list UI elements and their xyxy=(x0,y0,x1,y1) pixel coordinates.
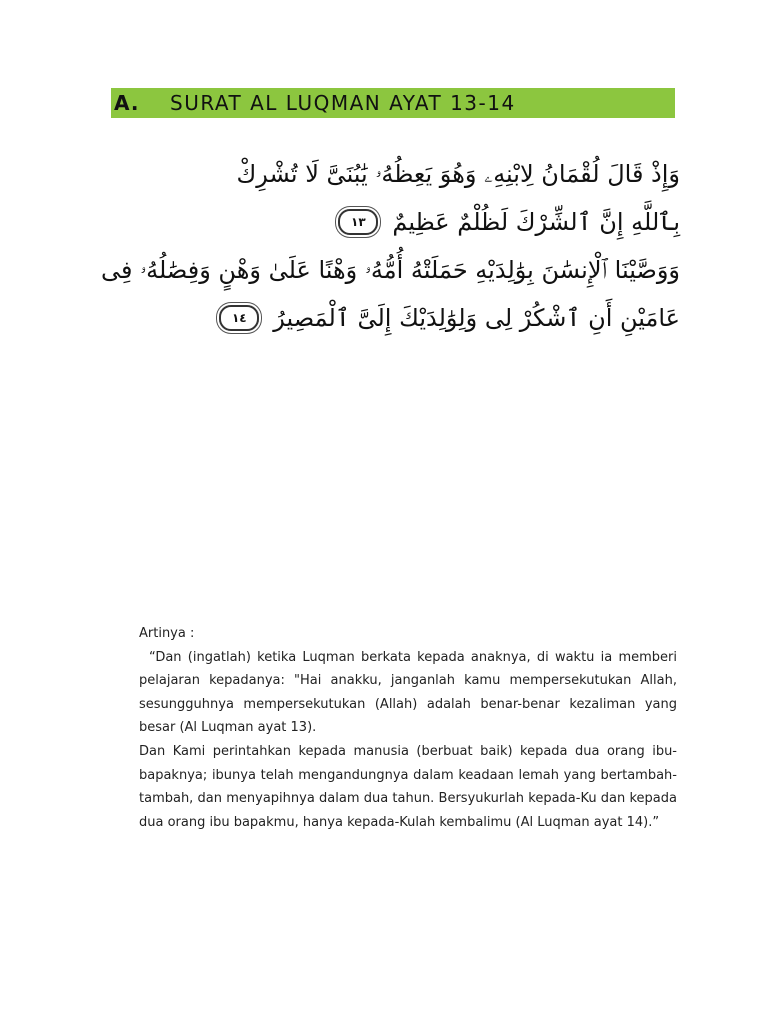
translation-label: Artinya : xyxy=(139,626,195,641)
section-title: SURAT AL LUQMAN AYAT 13-14 xyxy=(170,91,516,115)
arabic-line-2-text: بِٱللَّهِ إِنَّ ٱلشِّرْكَ لَظُلْمٌ عَظِيمٌ xyxy=(392,208,680,236)
arabic-line-3-text: وَوَصَّيْنَا ٱلْإِنسَٰنَ بِوَٰلِدَيْهِ حَمَلَتْهُ أُمُّهُۥ وَهْنًا عَلَىٰ وَهْنٍ وَفِصَٰلُهُۥ فِى xyxy=(101,256,680,284)
translation-paragraph-2: Dan Kami perintahkan kepada manusia (berbuat baik) kepada dua orang ibu-bapaknya; ibunya telah mengandungnya dalam keadaan lemah yang bertambah-tambah, dan menyapihnya dalam dua tahun. Bersyukurlah kepada-Ku dan kepada dua orang ibu bapakmu, hanya kepada-Kulah kembalimu (Al Luqman ayat 14).” xyxy=(139,743,677,830)
arabic-line-1 xyxy=(140,150,680,198)
ayah-number-13-icon: ١٣ xyxy=(338,209,378,235)
arabic-line-1-text: وَإِذْ قَالَ لُقْمَانُ لِابْنِهِۦ وَهُوَ يَعِظُهُۥ يَٰبُنَىَّ لَا تُشْرِكْ xyxy=(236,160,680,188)
section-letter: A. xyxy=(114,91,140,115)
translation-paragraph-1: “Dan (ingatlah) ketika Luqman berkata kepada anaknya, di waktu ia memberi pelajaran kepadanya: "Hai anakku, janganlah kamu mempersekutukan Allah, sesungguhnya mempersekutukan (Allah) adalah benar-benar kezaliman yang besar (Al Luqman ayat 13). xyxy=(139,649,677,736)
arabic-line-4 xyxy=(140,294,680,342)
section-heading-bar xyxy=(111,88,675,118)
arabic-verse-block xyxy=(101,150,680,342)
translation-block xyxy=(139,622,677,834)
arabic-line-3 xyxy=(101,246,680,294)
arabic-line-2 xyxy=(140,198,680,246)
arabic-line-4-text: عَامَيْنِ أَنِ ٱشْكُرْ لِى وَلِوَٰلِدَيْكَ إِلَىَّ ٱلْمَصِيرُ xyxy=(273,304,680,332)
ayah-number-14-icon: ١٤ xyxy=(219,305,259,331)
